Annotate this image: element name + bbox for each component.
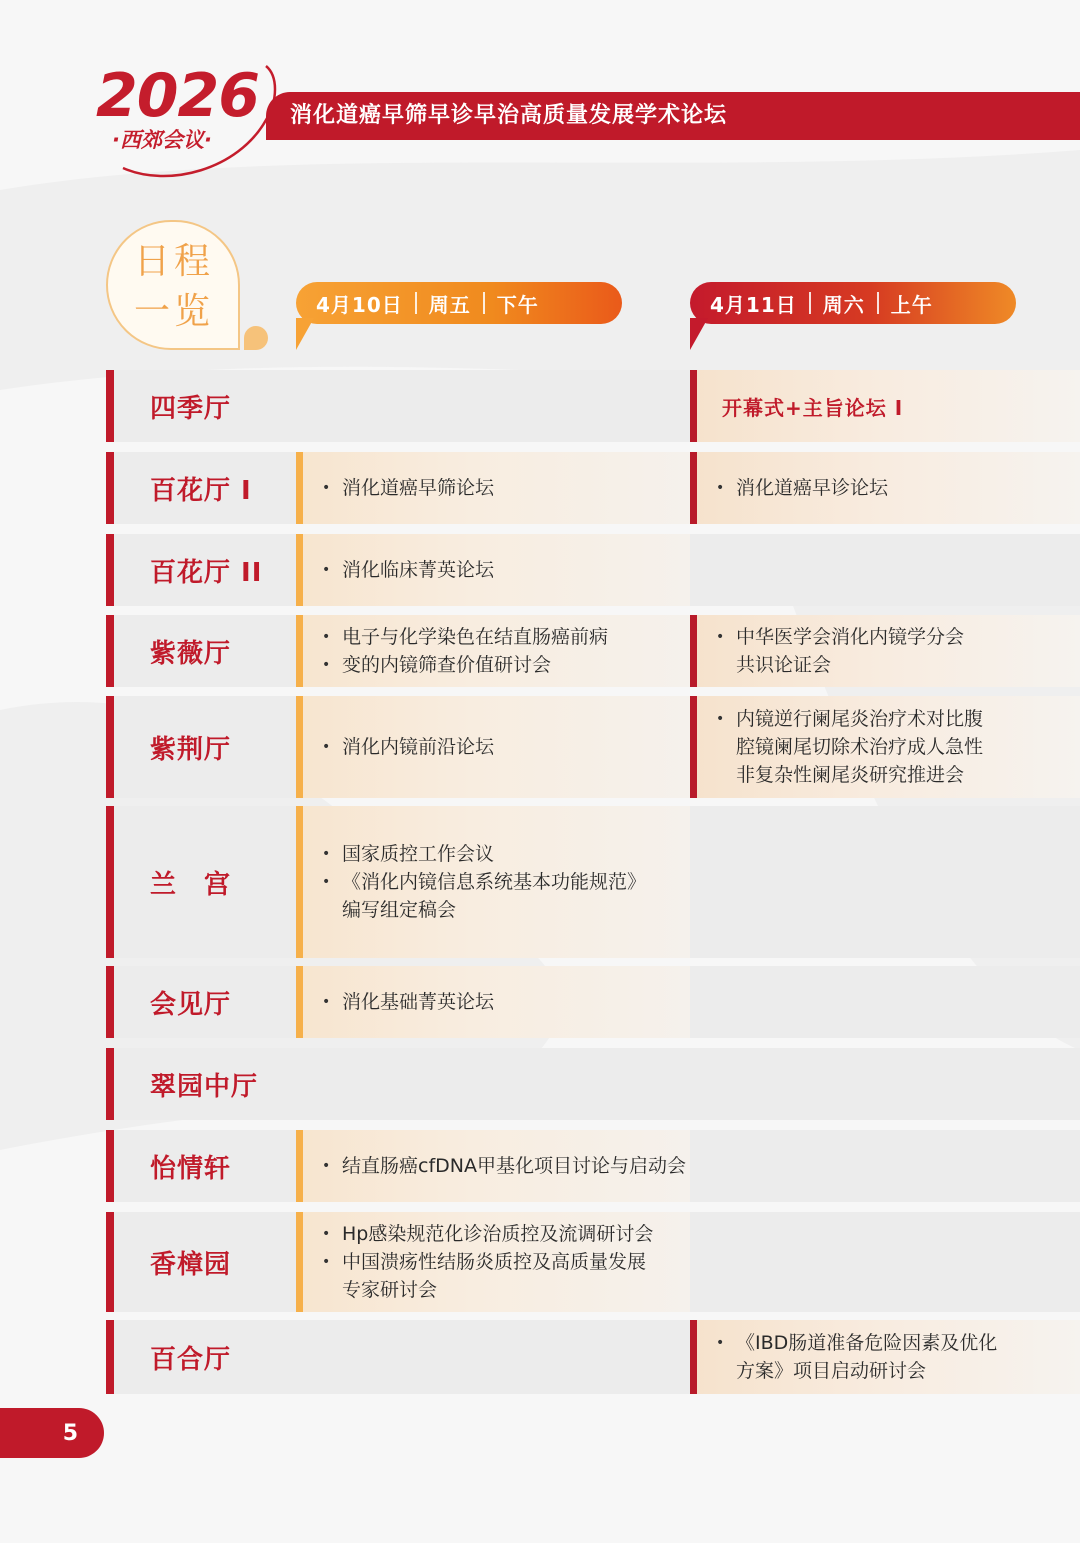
page-title: 消化道癌早筛早诊早治高质量发展学术论坛 [290,103,728,128]
day1-cell [296,1130,690,1202]
session-item-continued: 腔镜阑尾切除术治疗成人急性 [736,736,984,758]
schedule-row-zijing [106,696,1080,798]
day1-cell [296,452,690,524]
row-accent [106,1320,114,1394]
venue-name: 百花厅 I [150,475,252,506]
cell-bar [296,534,303,606]
row-accent [106,1212,114,1312]
cell-bar [690,1320,697,1394]
day-header-2-tail [690,318,708,350]
cell-bar [296,966,303,1038]
schedule-row-xiangzhang [106,1212,1080,1312]
session-item: • 中国溃疡性结肠炎质控及高质量发展 [322,1248,690,1276]
venue-name: 紫荆厅 [150,734,232,765]
session-item-continued: • 变的内镜筛查价值研讨会 [322,651,690,679]
schedule-row-huijian [106,966,1080,1038]
day2-cell [690,1320,1080,1394]
cell-bar [690,370,697,442]
session-item: • 内镜逆行阑尾炎治疗术对比腹 [716,705,1080,733]
row-accent [106,452,114,524]
day1-period: 下午 [496,292,539,317]
venue-name: 会见厅 [150,989,232,1020]
opening-session: 开幕式+主旨论坛 I [722,395,904,420]
venue-name: 紫薇厅 [150,638,232,669]
session-item-continued: 专家研讨会 [342,1279,438,1301]
session-item: • 国家质控工作会议 [322,840,690,868]
cell-bar [296,1212,303,1312]
row-accent [106,1130,114,1202]
row-accent [106,370,114,442]
row-accent [106,696,114,798]
schedule-row-cuiyuan [106,1048,1080,1120]
separator [415,292,417,314]
logo-year: 2026 [96,61,259,131]
session-item: • 结直肠癌cfDNA甲基化项目讨论与启动会 [322,1152,690,1180]
day1-cell [296,534,690,606]
separator [809,292,811,314]
day-header-1-tail [296,318,314,350]
venue-name: 四季厅 [150,393,232,424]
session-item-continued: 非复杂性阑尾炎研究推进会 [736,764,965,786]
badge-line-1: 日程 [134,241,215,282]
session-item: • 消化道癌早诊论坛 [716,474,1080,502]
day1-cell [296,966,690,1038]
venue-name: 百花厅 II [150,557,263,588]
venue-name: 香樟园 [150,1249,232,1280]
schedule-row-langong [106,806,1080,958]
day2-date: 4月11日 [710,292,797,317]
day1-cell [296,806,690,958]
session-item: • 消化内镜前沿论坛 [322,733,690,761]
cell-bar [296,806,303,958]
row-accent [106,806,114,958]
day1-cell [296,696,690,798]
cell-bar [690,696,697,798]
cell-bar [296,615,303,687]
logo-subtitle: ·西郊会议· [112,128,212,152]
day1-cell [296,1212,690,1312]
day1-weekday: 周五 [428,292,471,317]
badge-line-2: 一览 [134,291,215,332]
row-accent [106,1048,114,1120]
session-item: • 电子与化学染色在结直肠癌前病 [322,623,690,651]
cell-bar [690,615,697,687]
session-item-continued: 共识论证会 [736,654,832,676]
day1-cell [296,615,690,687]
session-item-continued: 方案》项目启动研讨会 [736,1360,927,1382]
schedule-row-baihua-1 [106,452,1080,524]
cell-bar [296,452,303,524]
row-accent [106,615,114,687]
cell-bar [690,452,697,524]
session-item: • 《IBD肠道准备危险因素及优化 [716,1329,1080,1357]
event-logo [88,60,288,180]
session-item: • 《消化内镜信息系统基本功能规范》 [322,868,690,896]
row-accent [106,966,114,1038]
session-item: • 消化道癌早筛论坛 [322,474,690,502]
schedule-row-baihe [106,1320,1080,1394]
day2-cell [690,615,1080,687]
day-header-2 [690,282,1016,324]
session-item: • Hp感染规范化诊治质控及流调研讨会 [322,1220,690,1248]
session-item: • 消化基础菁英论坛 [322,988,690,1016]
badge-speech-dot [244,326,268,350]
cell-bar [296,696,303,798]
page-number: 5 [0,1408,104,1458]
schedule-row-ziwei [106,615,1080,687]
venue-name: 兰 宫 [150,869,232,900]
cell-bar [296,1130,303,1202]
schedule-row-yiqing [106,1130,1080,1202]
venue-name: 翠园中厅 [150,1071,259,1102]
day2-weekday: 周六 [822,292,865,317]
separator [483,292,485,314]
day-header-1 [296,282,622,324]
session-item-continued: 编写组定稿会 [342,899,457,921]
session-item: • 消化临床菁英论坛 [322,556,690,584]
venue-name: 百合厅 [150,1344,232,1375]
day2-cell [690,370,1080,442]
day2-cell [690,696,1080,798]
row-accent [106,534,114,606]
schedule-row-baihua-2 [106,534,1080,606]
day2-period: 上午 [890,292,933,317]
separator [877,292,879,314]
day2-cell [690,452,1080,524]
session-item: • 中华医学会消化内镜学分会 [716,623,1080,651]
day1-date: 4月10日 [316,292,403,317]
schedule-row-sijiting [106,370,1080,442]
venue-name: 怡情轩 [150,1153,232,1184]
